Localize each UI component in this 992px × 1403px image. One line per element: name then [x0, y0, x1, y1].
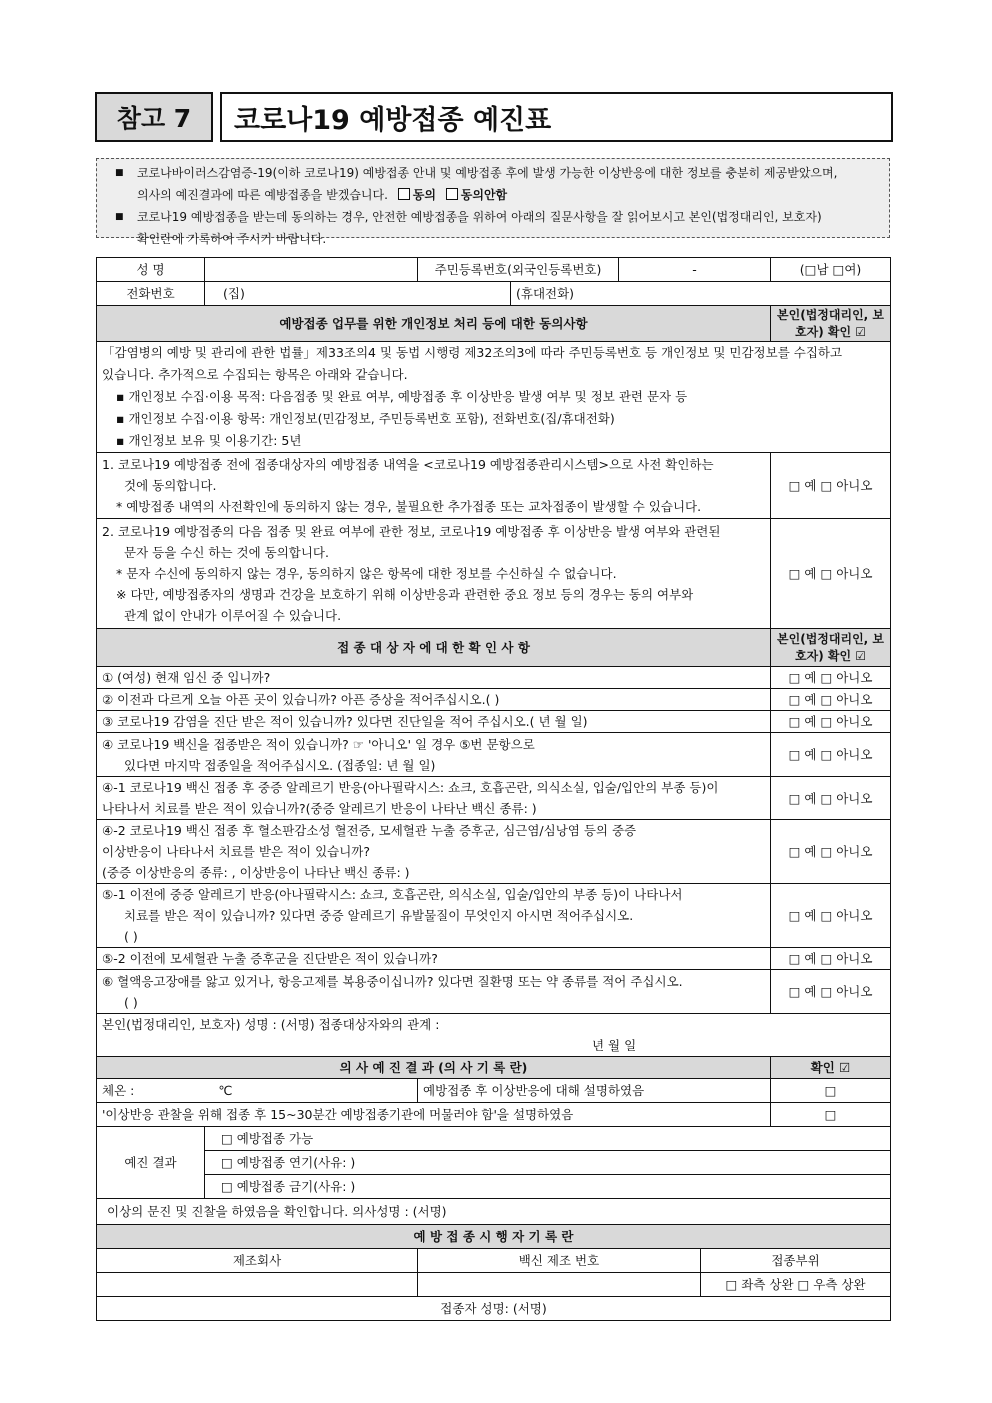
manufacturer-header: 제조회사: [97, 1249, 418, 1273]
privacy-item: ▪ 개인정보 보유 및 이용기간: 5년: [116, 433, 302, 448]
agree-checkbox[interactable]: [398, 188, 410, 200]
bullet-icon: ■: [115, 212, 124, 222]
check-q4-1-yes-no[interactable]: □ 예 □ 아니오: [771, 777, 891, 820]
lot-number-field[interactable]: [418, 1273, 701, 1297]
check-question-2: ② 이전과 다르게 오늘 아픈 곳이 있습니까? 아픈 증상을 적어주십시오.( ): [97, 689, 771, 711]
injection-site-header: 접종부위: [701, 1249, 891, 1273]
screening-form: [96, 257, 891, 1321]
check-question-1: ① (여성) 현재 임신 중 입니까?: [97, 667, 771, 689]
check-question-5-2: ⑤-2 이전에 모세혈관 누출 증후군을 진단받은 적이 있습니까?: [97, 948, 771, 970]
check-q5-2-yes-no[interactable]: □ 예 □ 아니오: [771, 948, 891, 970]
disagree-checkbox[interactable]: [446, 188, 458, 200]
privacy-text: [97, 342, 891, 453]
disagree-label: 동의안함: [460, 188, 508, 202]
result-possible[interactable]: □ 예방접종 가능: [205, 1127, 891, 1151]
notice-line: 코로나바이러스감염증-19(이하 코로나19) 예방접종 안내 및 예방접종 후에 발생 가능한 이상반응에 대한 정보를 충분히 제공받았으며,: [137, 166, 838, 180]
home-phone-field[interactable]: (집): [205, 282, 511, 306]
privacy-item: ▪ 개인정보 수집·이용 항목: 개인정보(민감정보, 주민등록번호 포함), 전화번호(집/휴대전화): [116, 411, 615, 426]
check-question-4: ④ 코로나19 백신을 접종받은 적이 있습니까? ☞ '아니오' 일 경우 ⑤번 문항으로 있다면 마지막 접종일을 적어주십시오. (접종일: 년 월 일): [97, 733, 771, 777]
privacy-q2-yes-no[interactable]: □ 예 □ 아니오: [771, 519, 891, 629]
page-title: 코로나19 예방접종 예진표: [220, 92, 893, 142]
rrn-label: 주민등록번호(외국인등록번호): [418, 258, 619, 282]
explain2-checkbox[interactable]: □: [771, 1103, 891, 1127]
explain-adverse-reaction: 예방접종 후 이상반응에 대해 설명하였음: [418, 1079, 771, 1103]
check-question-6: ⑥ 혈액응고장애를 앓고 있거나, 항응고제를 복용중이십니까? 있다면 질환명 또는 약 종류를 적어 주십시오. ( ): [97, 970, 771, 1014]
explain1-checkbox[interactable]: □: [771, 1079, 891, 1103]
temperature-field[interactable]: 체온 : ℃: [97, 1079, 418, 1103]
privacy-line: 「감염병의 예방 및 관리에 관한 법률」제33조의4 및 동법 시행령 제32조의3에 따라 주민등록번호 등 개인정보 및 민감정보를 수집하고: [102, 345, 843, 360]
check-q6-yes-no[interactable]: □ 예 □ 아니오: [771, 970, 891, 1014]
privacy-confirm-header: 본인(법정대리인, 보호자) 확인 ☑: [771, 306, 891, 342]
check-q5-1-yes-no[interactable]: □ 예 □ 아니오: [771, 884, 891, 948]
vaccinator-section-title: 예 방 접 종 시 행 자 기 록 란: [97, 1225, 891, 1249]
reference-label: 참고 7: [95, 92, 213, 142]
rrn-field[interactable]: -: [619, 258, 771, 282]
notice-line: 코로나19 예방접종을 받는데 동의하는 경우, 안전한 예방접종을 위하여 아래의 질문사항을 잘 읽어보시고 본인(법정대리인, 보호자): [137, 210, 822, 224]
notice-line: 의사의 예진결과에 따른 예방접종을 받겠습니다.: [137, 188, 388, 202]
check-question-3: ③ 코로나19 감염을 진단 받은 적이 있습니까? 있다면 진단일을 적어 주십시오.( 년 월 일): [97, 711, 771, 733]
manufacturer-field[interactable]: [97, 1273, 418, 1297]
result-label: 예진 결과: [97, 1127, 205, 1199]
consent-notice: [96, 158, 890, 246]
phone-label: 전화번호: [97, 282, 205, 306]
privacy-section-title: 예방접종 업무를 위한 개인정보 처리 등에 대한 동의사항: [97, 306, 771, 342]
agree-label: 동의: [412, 188, 436, 202]
check-question-4-2: ④-2 코로나19 백신 접종 후 혈소판감소성 혈전증, 모세혈관 누출 증후군, 심근염/심낭염 등의 중증 이상반응이 나타나서 치료를 받은 적이 있습니까? (중증 이상반응의 종류: , 이상반응이 나타난 백신 종류: ): [97, 820, 771, 884]
vaccinator-signature[interactable]: 접종자 성명: (서명): [97, 1297, 891, 1321]
doctor-section-title: 의 사 예 진 결 과 (의 사 기 록 란): [97, 1057, 771, 1079]
check-section-title: 접 종 대 상 자 에 대 한 확 인 사 항: [97, 629, 771, 667]
privacy-item: ▪ 개인정보 수집·이용 목적: 다음접종 및 완료 여부, 예방접종 후 이상반응 발생 여부 및 정보 관련 문자 등: [116, 389, 688, 404]
privacy-line: 있습니다. 추가적으로 수집되는 항목은 아래와 같습니다.: [102, 367, 408, 382]
patient-signature[interactable]: 본인(법정대리인, 보호자) 성명 : (서명) 접종대상자와의 관계 : 년 월 일: [97, 1014, 891, 1057]
result-postpone[interactable]: □ 예방접종 연기(사유: ): [205, 1151, 891, 1175]
check-q4-yes-no[interactable]: □ 예 □ 아니오: [771, 733, 891, 777]
check-q3-yes-no[interactable]: □ 예 □ 아니오: [771, 711, 891, 733]
privacy-question-1: 1. 코로나19 예방접종 전에 접종대상자의 예방접종 내역을 <코로나19 예방접종관리시스템>으로 사전 확인하는 것에 동의합니다. * 예방접종 내역의 사전확인에 동의하지 않는 경우, 불필요한 추가접종 또는 교차접종이 발생할 수 있습니다.: [97, 453, 771, 519]
bullet-icon: ■: [115, 168, 124, 178]
explain-observation: '이상반응 관찰을 위해 접종 후 15~30분간 예방접종기관에 머물러야 함'을 설명하였음: [97, 1103, 771, 1127]
check-q4-2-yes-no[interactable]: □ 예 □ 아니오: [771, 820, 891, 884]
privacy-q1-yes-no[interactable]: □ 예 □ 아니오: [771, 453, 891, 519]
check-q1-yes-no[interactable]: □ 예 □ 아니오: [771, 667, 891, 689]
result-contraindicated[interactable]: □ 예방접종 금기(사유: ): [205, 1175, 891, 1199]
name-field[interactable]: [205, 258, 418, 282]
check-question-5-1: ⑤-1 이전에 중증 알레르기 반응(아나필락시스: 쇼크, 호흡곤란, 의식소실, 입술/입안의 부종 등)이 나타나서 치료를 받은 적이 있습니까? 있다면 중증 알레르기 유발물질이 무엇인지 아시면 적어주십시오. ( ): [97, 884, 771, 948]
gender-field[interactable]: (□남 □여): [771, 258, 891, 282]
mobile-phone-field[interactable]: (휴대전화): [511, 282, 891, 306]
injection-site-options[interactable]: □ 좌측 상완 □ 우측 상완: [701, 1273, 891, 1297]
notice-line: 확인란에 기록하여 주시기 바랍니다.: [137, 232, 327, 246]
check-question-4-1: ④-1 코로나19 백신 접종 후 중증 알레르기 반응(아나필락시스: 쇼크, 호흡곤란, 의식소실, 입술/입안의 부종 등)이 나타나서 치료를 받은 적이 있습니까?(중증 알레르기 반응이 나타난 백신 종류: ): [97, 777, 771, 820]
doctor-signature[interactable]: 이상의 문진 및 진찰을 하였음을 확인합니다. 의사성명 : (서명): [97, 1199, 891, 1225]
check-confirm-header: 본인(법정대리인, 보호자) 확인 ☑: [771, 629, 891, 667]
title-row: [95, 92, 893, 142]
doctor-confirm-header: 확인 ☑: [771, 1057, 891, 1079]
lot-number-header: 백신 제조 번호: [418, 1249, 701, 1273]
check-q2-yes-no[interactable]: □ 예 □ 아니오: [771, 689, 891, 711]
privacy-question-2: 2. 코로나19 예방접종의 다음 접종 및 완료 여부에 관한 정보, 코로나19 예방접종 후 이상반응 발생 여부와 관련된 문자 등을 수신 하는 것에 동의합니다. * 문자 수신에 동의하지 않는 경우, 동의하지 않은 항목에 대한 정보를 수신하실 수 없습니다. ※ 다만, 예방접종자의 생명과 건강을 보호하기 위해 이상반응과 관련한 중요 정보 등의 경우는 동의 여부와 관계 없이 안내가 이루어질 수 있습니다.: [97, 519, 771, 629]
name-label: 성 명: [97, 258, 205, 282]
